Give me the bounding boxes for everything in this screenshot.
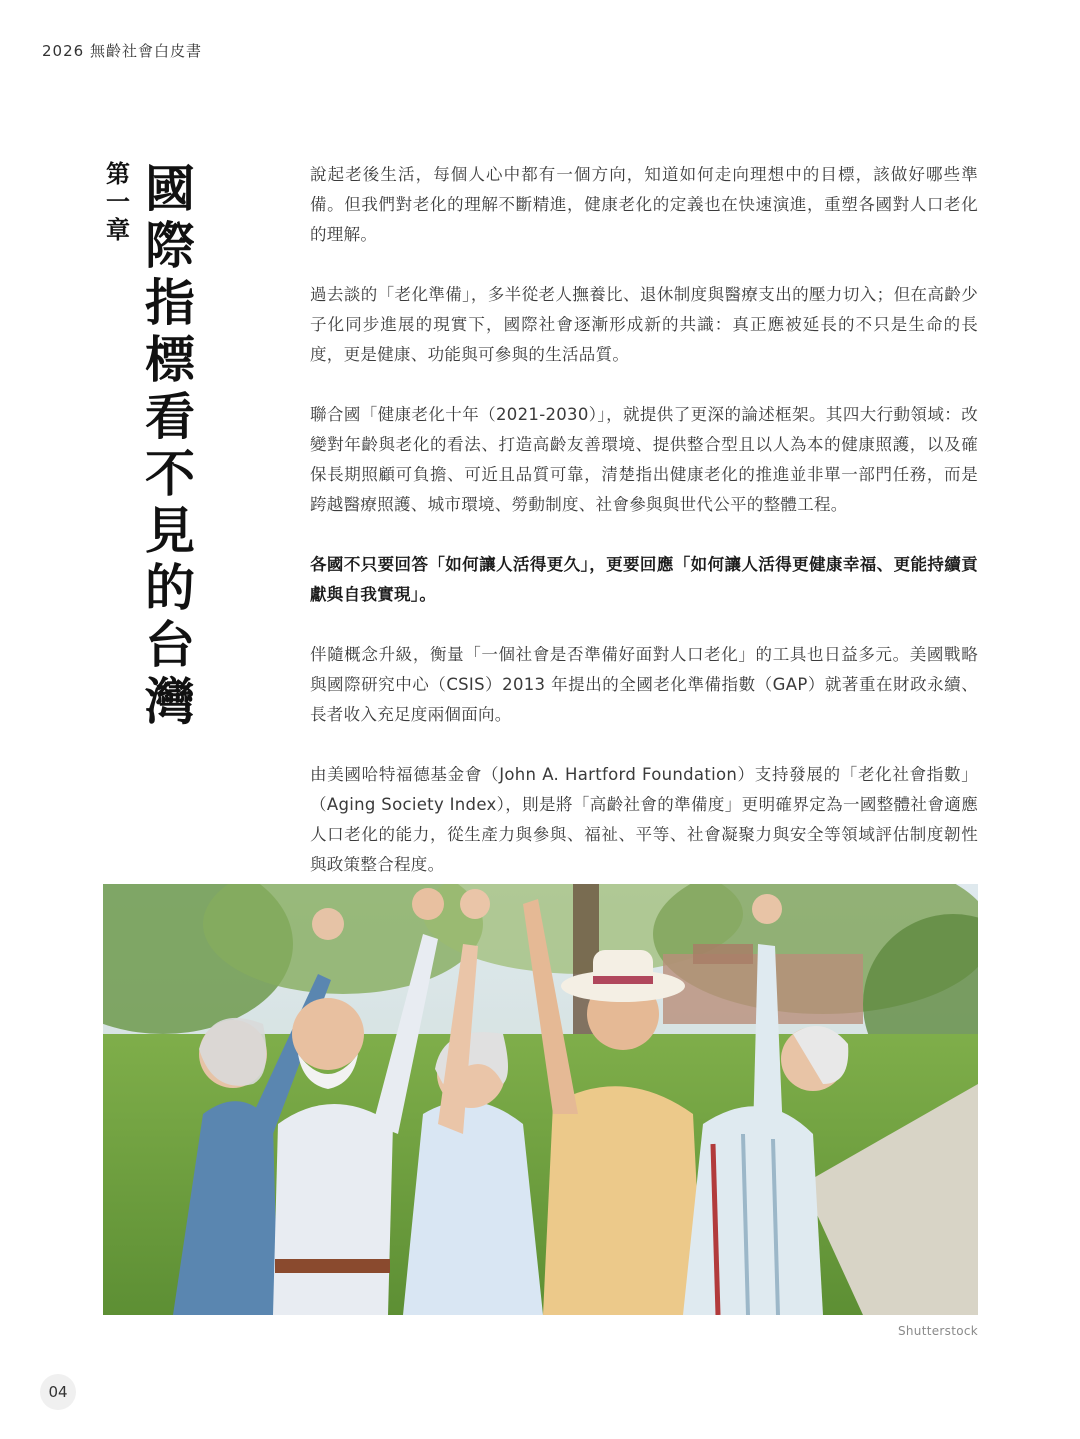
chapter-title-char: 際	[145, 216, 195, 275]
running-header: 2026 無齡社會白皮書	[42, 42, 202, 60]
chapter-label-char: 章	[106, 215, 130, 244]
chapter-title-char: 不	[145, 444, 195, 503]
body-paragraph: 由美國哈特福德基金會（John A. Hartford Foundation）支持發展的「老化社會指數」（Aging Society Index），則是將「高齡社會的準備度」更明確界定為一國整體社會適應人口老化的能力，從生產力與參與、福祉、平等、社會凝聚力與安全等領域評估制度韌性與政策整合程度。	[310, 765, 978, 874]
photo-credit: Shutterstock	[897, 1324, 978, 1338]
chapter-label-char: 一	[106, 187, 130, 216]
chapter-title-char: 的	[145, 558, 195, 617]
chapter-title-char: 灣	[145, 672, 195, 731]
chapter-title-char: 指	[145, 273, 195, 332]
chapter-title-char: 見	[145, 501, 195, 560]
elderly-group-photo	[103, 884, 978, 1315]
body-paragraph: 說起老後生活，每個人心中都有一個方向，知道如何走向理想中的目標，該做好哪些準備。但我們對老化的理解不斷精進，健康老化的定義也在快速演進，重塑各國對人口老化的理解。	[310, 165, 978, 244]
chapter-title-char: 台	[145, 615, 195, 674]
page-number: 04	[40, 1374, 76, 1410]
chapter-label-char: 第	[106, 159, 130, 188]
emphasis-paragraph: 各國不只要回答「如何讓人活得更久」，更要回應「如何讓人活得更健康幸福、更能持續貢獻與自我實現」。	[310, 555, 978, 604]
article-body	[310, 160, 978, 910]
body-paragraph: 伴隨概念升級，衡量「一個社會是否準備好面對人口老化」的工具也日益多元。美國戰略與國際研究中心（CSIS）2013 年提出的全國老化準備指數（GAP）就著重在財政永續、長者收入充足度兩個面向。	[310, 645, 978, 724]
chapter-label	[100, 160, 136, 244]
body-paragraph: 聯合國「健康老化十年（2021-2030）」，就提供了更深的論述框架。其四大行動領域：改變對年齡與老化的看法、打造高齡友善環境、提供整合型且以人為本的健康照護，以及確保長期照顧可負擔、可近且品質可靠，清楚指出健康老化的推進並非單一部門任務，而是跨越醫療照護、城市環境、勞動制度、社會參與與世代公平的整體工程。	[310, 405, 978, 514]
chapter-title	[138, 160, 202, 730]
body-paragraph: 過去談的「老化準備」，多半從老人撫養比、退休制度與醫療支出的壓力切入；但在高齡少子化同步進展的現實下，國際社會逐漸形成新的共識：真正應被延長的不只是生命的長度，更是健康、功能與可參與的生活品質。	[310, 285, 978, 364]
chapter-title-char: 國	[145, 159, 195, 218]
chapter-title-char: 看	[145, 387, 195, 446]
chapter-title-char: 標	[145, 330, 195, 389]
